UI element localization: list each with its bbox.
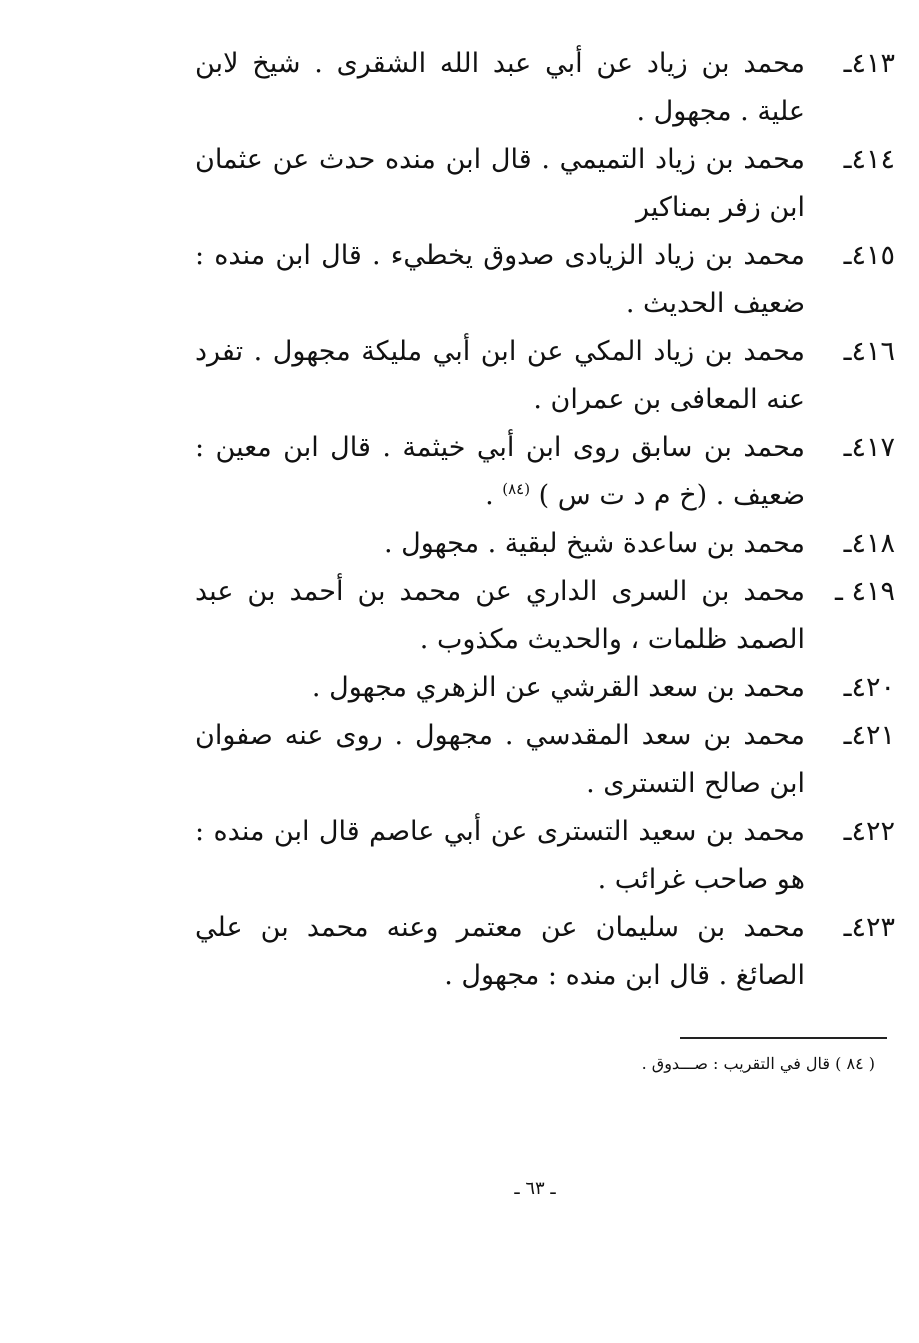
entry-number: ٤١٤ـ xyxy=(843,144,895,175)
entry-number: ٤٢٣ـ xyxy=(843,912,895,943)
list-item xyxy=(195,904,895,1000)
list-item xyxy=(195,664,895,712)
entry-number: ٤٢١ـ xyxy=(843,720,895,751)
entry-number: ٤١٣ـ xyxy=(843,48,895,79)
entry-text: محمد بن ساعدة شيخ لبقية . مجهول . xyxy=(383,528,805,559)
list-item xyxy=(195,520,895,568)
list-item xyxy=(195,328,895,424)
entry-text: محمد بن سعيد التسترى عن أبي عاصم قال ابن منده : هو صاحب غرائب . xyxy=(195,816,805,895)
entry-text: محمد بن سعد القرشي عن الزهري مجهول . xyxy=(311,672,805,703)
footnote: ( ٨٤ ) قال في التقريب : صـــدوق . xyxy=(641,1054,875,1073)
entry-text: محمد بن سليمان عن معتمر وعنه محمد بن علي الصائغ . قال ابن منده : مجهول . xyxy=(195,912,805,991)
list-item xyxy=(195,808,895,904)
list-item xyxy=(195,232,895,328)
list-item xyxy=(195,136,895,232)
entry-number: ٤١٥ـ xyxy=(843,240,895,271)
entry-text: محمد بن زياد عن أبي عبد الله الشقرى . شيخ لابن علية . مجهول . xyxy=(195,48,805,127)
entry-text: محمد بن زياد التميمي . قال ابن منده حدث عن عثمان ابن زفر بمناكير xyxy=(195,144,805,223)
list-item xyxy=(195,712,895,808)
footnote-divider xyxy=(680,1037,887,1039)
entry-text: محمد بن السرى الداري عن محمد بن أحمد بن عبد الصمد ظلمات ، والحديث مكذوب . xyxy=(195,576,805,655)
entry-number: ٤١٦ـ xyxy=(843,336,895,367)
entry-text-end: . xyxy=(485,480,503,511)
entry-text: محمد بن سعد المقدسي . مجهول . روى عنه صفوان ابن صالح التسترى . xyxy=(195,720,805,799)
footnote-reference[interactable]: (٨٤) xyxy=(502,480,531,498)
entry-number: ٤١٧ـ xyxy=(843,432,895,463)
entry-number: ٤١٨ـ xyxy=(843,528,895,559)
entry-number: ٤٢٠ـ xyxy=(843,672,895,703)
entry-number: ٤٢٢ـ xyxy=(843,816,895,847)
list-item xyxy=(195,424,895,520)
page-number: ـ ٦٣ ـ xyxy=(514,1178,556,1199)
entry-list xyxy=(195,40,895,1000)
list-item xyxy=(195,568,895,664)
entry-number: ٤١٩ ـ xyxy=(834,576,895,607)
list-item xyxy=(195,40,895,136)
entry-text: محمد بن زياد المكي عن ابن أبي مليكة مجهول . تفرد عنه المعافى بن عمران . xyxy=(195,336,805,415)
entry-text: محمد بن سابق روى ابن أبي خيثمة . قال ابن معين : ضعيف . (خ م د ت س ) xyxy=(195,432,805,511)
entry-text: محمد بن زياد الزيادى صدوق يخطيء . قال ابن منده : ضعيف الحديث . xyxy=(195,240,805,319)
entry-text-with-footnote xyxy=(195,424,805,520)
